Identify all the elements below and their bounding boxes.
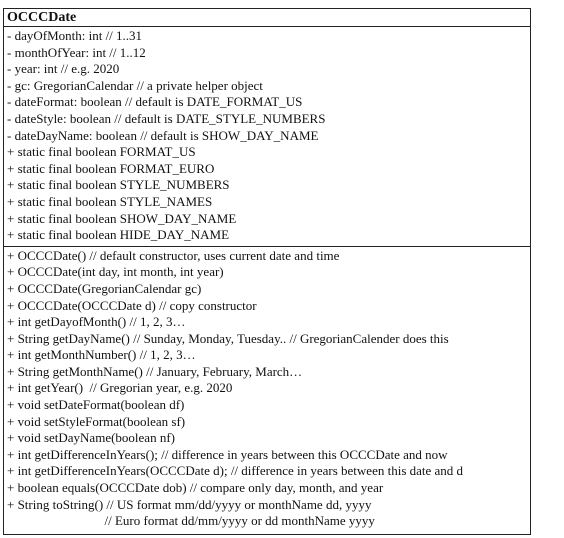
attributes-section — [4, 26, 530, 246]
method-row: + int getDayofMonth() // 1, 2, 3… — [7, 314, 186, 330]
class-name: OCCCDate — [7, 10, 77, 25]
method-row: + OCCCDate(int day, int month, int year) — [7, 264, 224, 280]
methods-section — [4, 246, 530, 534]
attribute-row: + static final boolean STYLE_NUMBERS — [7, 177, 230, 193]
attribute-row: + static final boolean STYLE_NAMES — [7, 193, 213, 209]
method-row: + OCCCDate(GregorianCalendar gc) — [7, 280, 202, 296]
method-row: + String toString() // US format mm/dd/yyyy or monthName dd, yyyy — [7, 496, 372, 512]
method-row: + OCCCDate(OCCCDate d) // copy constructor — [7, 297, 257, 313]
attribute-row: - monthOfYear: int // 1..12 — [7, 44, 146, 60]
method-row: + String getMonthName() // January, February, March… — [7, 363, 303, 379]
method-row: + int getMonthNumber() // 1, 2, 3… — [7, 347, 196, 363]
method-row: + int getYear() // Gregorian year, e.g. 2020 — [7, 380, 233, 396]
attribute-row: - gc: GregorianCalendar // a private helper object — [7, 77, 263, 93]
attribute-row: - dateStyle: boolean // default is DATE_STYLE_NUMBERS — [7, 110, 326, 126]
method-row: + void setStyleFormat(boolean sf) — [7, 413, 186, 429]
attribute-row: + static final boolean SHOW_DAY_NAME — [7, 210, 237, 226]
method-row: + OCCCDate() // default constructor, uses current date and time — [7, 247, 340, 263]
attribute-row: + static final boolean HIDE_DAY_NAME — [7, 227, 230, 243]
attribute-row: - year: int // e.g. 2020 — [7, 61, 120, 77]
attribute-row: + static final boolean FORMAT_EURO — [7, 160, 215, 176]
method-row: + int getDifferenceInYears(OCCCDate d); // difference in years between this date and d — [7, 463, 464, 479]
attribute-row: - dayOfMonth: int // 1..31 — [7, 28, 143, 43]
method-row: + void setDateFormat(boolean df) — [7, 397, 185, 413]
class-name-section — [4, 9, 530, 26]
attribute-row: + static final boolean FORMAT_US — [7, 144, 196, 160]
uml-class-box — [3, 8, 531, 535]
method-row: + boolean equals(OCCCDate dob) // compare only day, month, and year — [7, 480, 384, 496]
attribute-row: - dateFormat: boolean // default is DATE_FORMAT_US — [7, 94, 303, 110]
method-row: + String getDayName() // Sunday, Monday, Tuesday.. // GregorianCalender does this — [7, 330, 449, 346]
attribute-row: - dateDayName: boolean // default is SHOW_DAY_NAME — [7, 127, 319, 143]
method-row: + void setDayName(boolean nf) — [7, 430, 175, 446]
method-row: + int getDifferenceInYears(); // difference in years between this OCCCDate and now — [7, 446, 448, 462]
method-row-continuation: // Euro format dd/mm/yyyy or dd monthName yyyy — [7, 513, 375, 529]
